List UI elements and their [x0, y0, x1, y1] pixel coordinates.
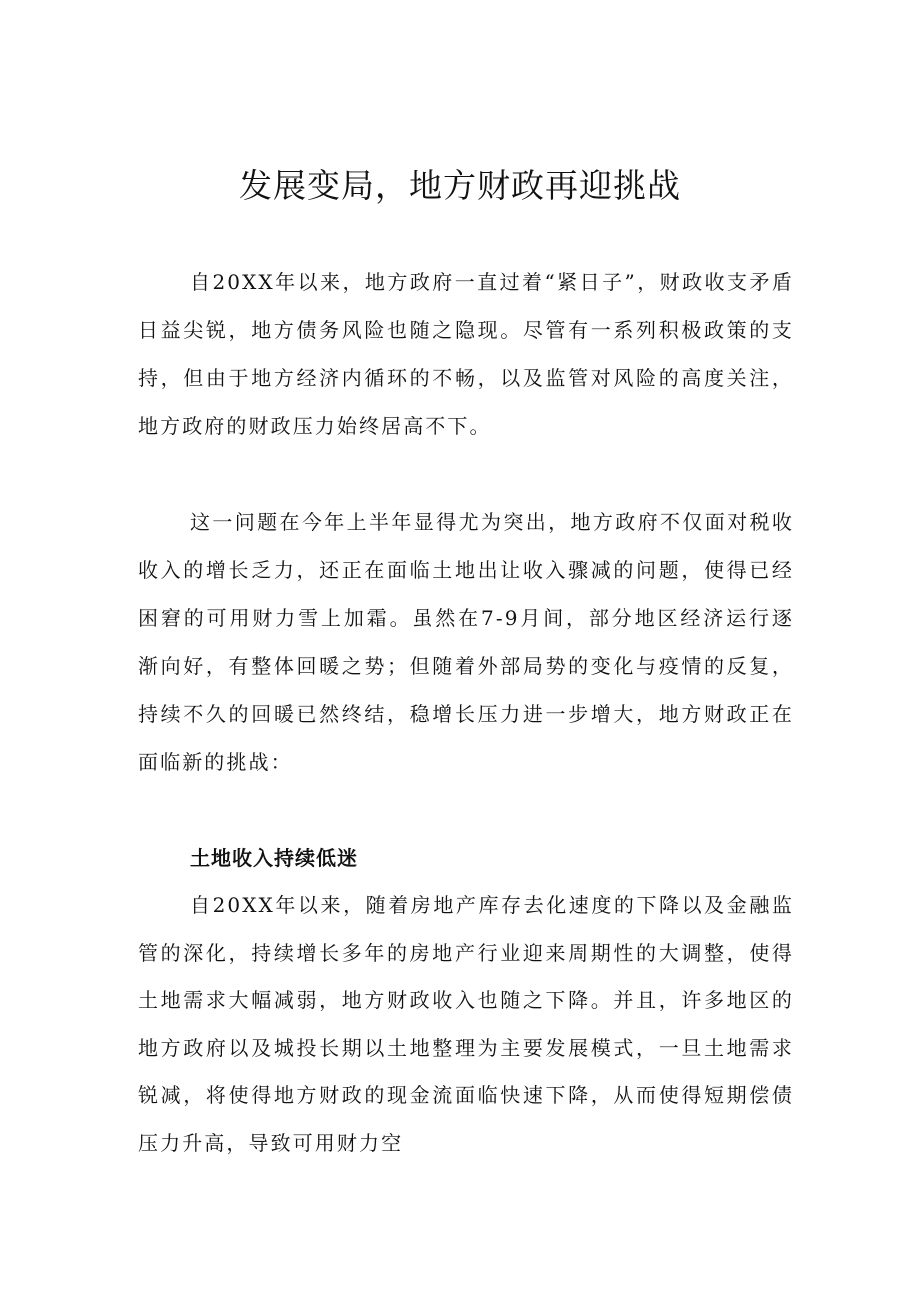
paragraph-1: 自20XX年以来，地方政府一直过着“紧日子”，财政收支矛盾日益尖锐，地方债务风险也随之隐现。尽管有一系列积极政策的支持，但由于地方经济内循环的不畅，以及监管对风险的高度关注，地方政府的财政压力始终居高不下。	[138, 270, 794, 438]
paragraph-2-block	[138, 498, 794, 786]
paragraph-2: 这一问题在今年上半年显得尤为突出，地方政府不仅面对税收收入的增长乏力，还正在面临土地出让收入骤减的问题，使得已经困窘的可用财力雪上加霜。虽然在7-9月间，部分地区经济运行逐渐向好，有整体回暖之势；但随着外部局势的变化与疫情的反复，持续不久的回暖已然终结，稳增长压力进一步增大，地方财政正在面临新的挑战：	[138, 510, 794, 774]
section-paragraph-block	[138, 882, 794, 1167]
paragraph-1-block	[138, 258, 794, 450]
section-heading: 土地收入持续低迷	[190, 846, 358, 870]
section-paragraph: 自20XX年以来，随着房地产库存去化速度的下降以及金融监管的深化，持续增长多年的房地产行业迎来周期性的大调整，使得土地需求大幅减弱，地方财政收入也随之下降。并且，许多地区的地方政府以及城投长期以土地整理为主要发展模式，一旦土地需求锐减，将使得地方财政的现金流面临快速下降，从而使得短期偿债压力升高，导致可用财力空	[138, 893, 794, 1155]
document-title: 发展变局，地方财政再迎挑战	[239, 166, 681, 205]
